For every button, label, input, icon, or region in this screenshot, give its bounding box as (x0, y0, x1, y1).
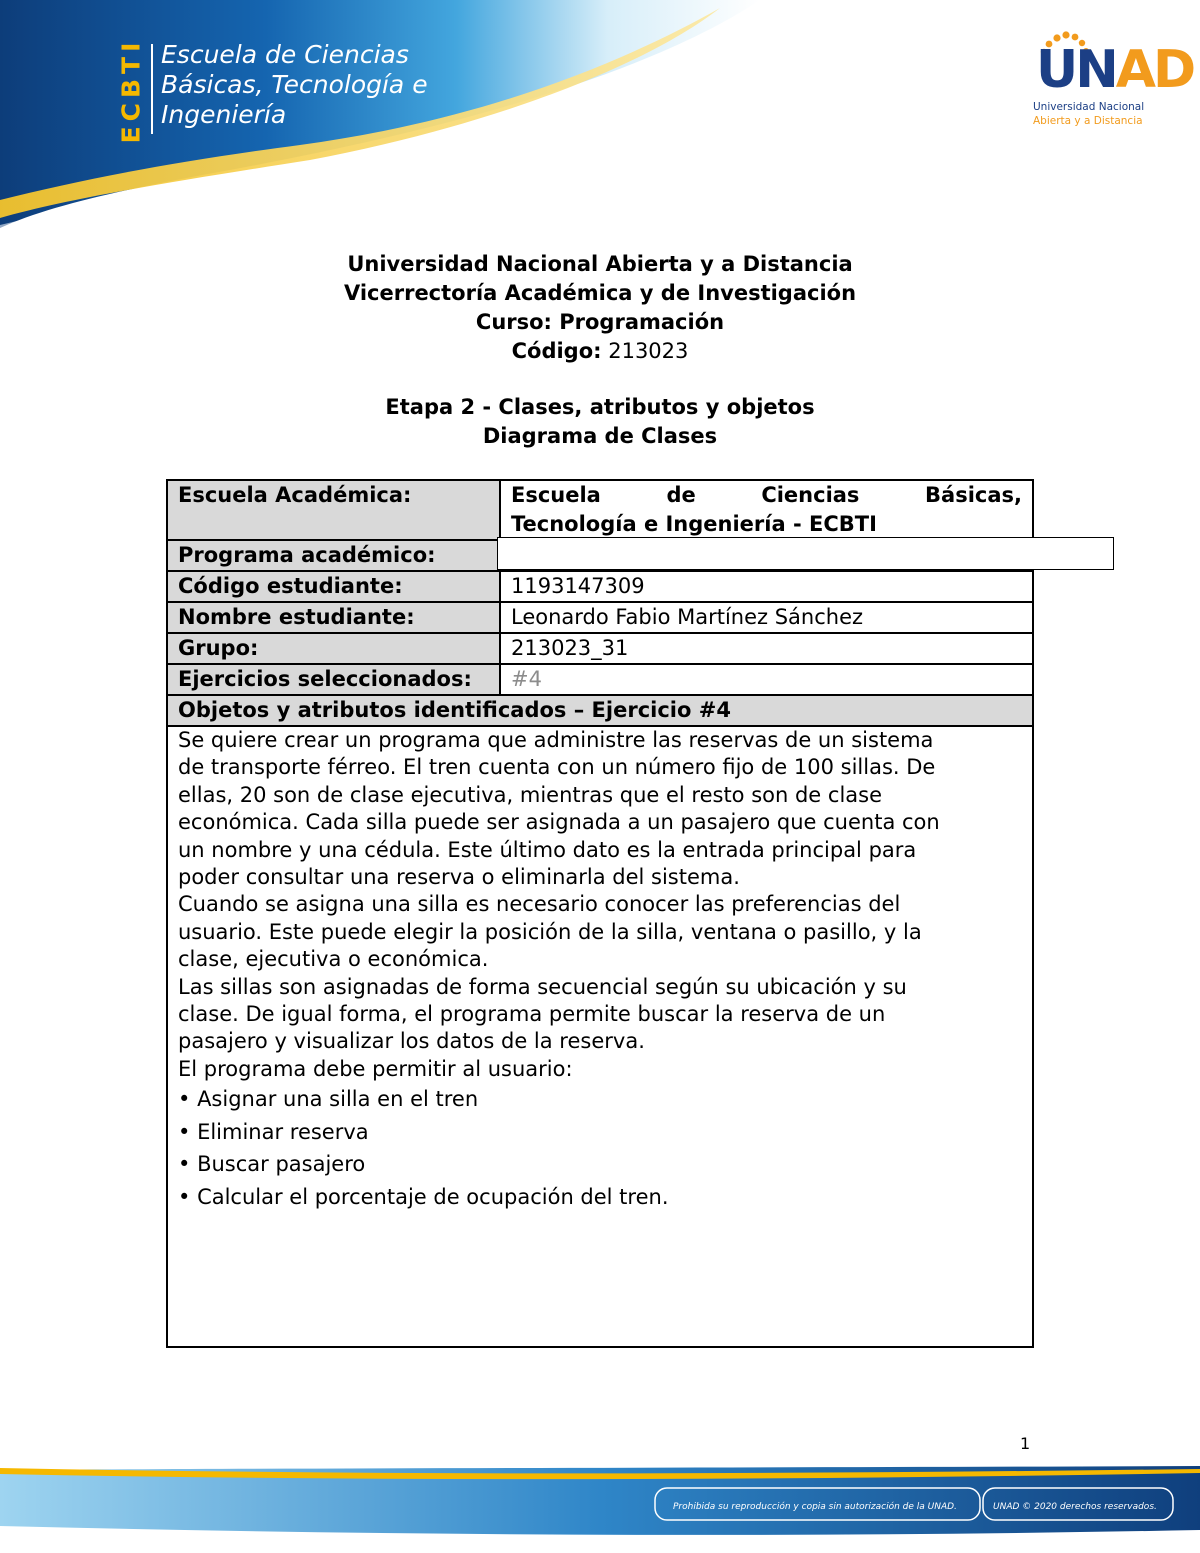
ecbti-vertical-label: ECBTI (116, 37, 146, 143)
exercises-value: #4 (500, 664, 1033, 695)
exercise-paragraph: Cuando se asigna una silla es necesario conocer las preferencias del usuario. Este puede elegir la posición de la silla, ventana o pasillo, y la clase, ejecutiva o económica. (178, 892, 922, 972)
exercises-label: Ejercicios seleccionados: (167, 664, 500, 695)
school-name-line: Ingeniería (161, 100, 287, 129)
page-number: 1 (1020, 1434, 1031, 1453)
unad-logo-line2: Abierta y a Distancia (1033, 115, 1143, 127)
list-item: • Calcular el porcentaje de ocupación del tren. (178, 1184, 669, 1209)
student-name-label: Nombre estudiante: (167, 602, 500, 633)
school-name-line: Básicas, Tecnología e (161, 70, 428, 99)
student-name-value: Leonardo Fabio Martínez Sánchez (500, 602, 1033, 633)
exercise-paragraph: El programa debe permitir al usuario: (178, 1056, 573, 1081)
table-row (167, 633, 1033, 664)
university-title: Universidad Nacional Abierta y a Distancia (347, 252, 853, 276)
table-row (167, 602, 1033, 633)
unad-logo-wordmark: UNAD (1036, 40, 1194, 100)
exercise-paragraph: Las sillas son asignadas de forma secuencial según su ubicación y su clase. De igual forma, el programa permite buscar la reserva de un pasajero y visualizar los datos de la reserva. (178, 974, 907, 1054)
list-item: • Buscar pasajero (178, 1152, 366, 1177)
exercise-paragraph: Se quiere crear un programa que administre las reservas de un sistema de transporte férreo. El tren cuenta con un número fijo de 100 sillas. De ellas, 20 son de clase ejecutiva, mientras que el resto son de clase económica. Cada silla puede ser asignada a un pasajero que cuenta con un nombre y una cédula. Este último dato es la entrada principal para poder consultar una reserva o eliminarla del sistema. (178, 728, 940, 890)
course-code: Código: 213023 (511, 339, 689, 363)
table-row (167, 571, 1033, 602)
footer-notice: Prohibida su reproducción y copia sin autorización de la UNAD. (673, 1502, 957, 1512)
section-header: Objetos y atributos identificados – Ejercicio #4 (167, 695, 1033, 726)
list-item: • Eliminar reserva (178, 1119, 369, 1144)
table-row (167, 695, 1033, 726)
school-value: Escuela de Ciencias Básicas, Tecnología e Ingeniería - ECBTI (500, 480, 1033, 540)
table-row (167, 664, 1033, 695)
school-name-line: Escuela de Ciencias (161, 40, 409, 69)
diagram-title: Diagrama de Clases (482, 424, 718, 448)
school-label: Escuela Académica: (167, 480, 500, 540)
unad-logo-line1: Universidad Nacional (1033, 101, 1145, 113)
school-name (161, 40, 428, 130)
student-code-value: 1193147309 (500, 571, 1033, 602)
table-row (167, 726, 1033, 1347)
header-divider (151, 44, 153, 134)
group-value: 213023_31 (500, 633, 1033, 664)
list-item: • Asignar una silla en el tren (178, 1087, 479, 1112)
student-info-table (166, 479, 1034, 1348)
program-label: Programa académico: (167, 540, 500, 571)
table-row (167, 480, 1033, 540)
vicerrectoria-title: Vicerrectoría Académica y de Investigación (343, 281, 857, 305)
document-titles (0, 250, 1200, 451)
stage-title: Etapa 2 - Clases, atributos y objetos (385, 395, 815, 419)
exercise-statement (167, 726, 1033, 1347)
student-code-label: Código estudiante: (167, 571, 500, 602)
footer-copyright: UNAD © 2020 derechos reservados. (993, 1502, 1157, 1512)
group-label: Grupo: (167, 633, 500, 664)
program-value-box (497, 537, 1114, 570)
course-title: Curso: Programación (475, 310, 725, 334)
